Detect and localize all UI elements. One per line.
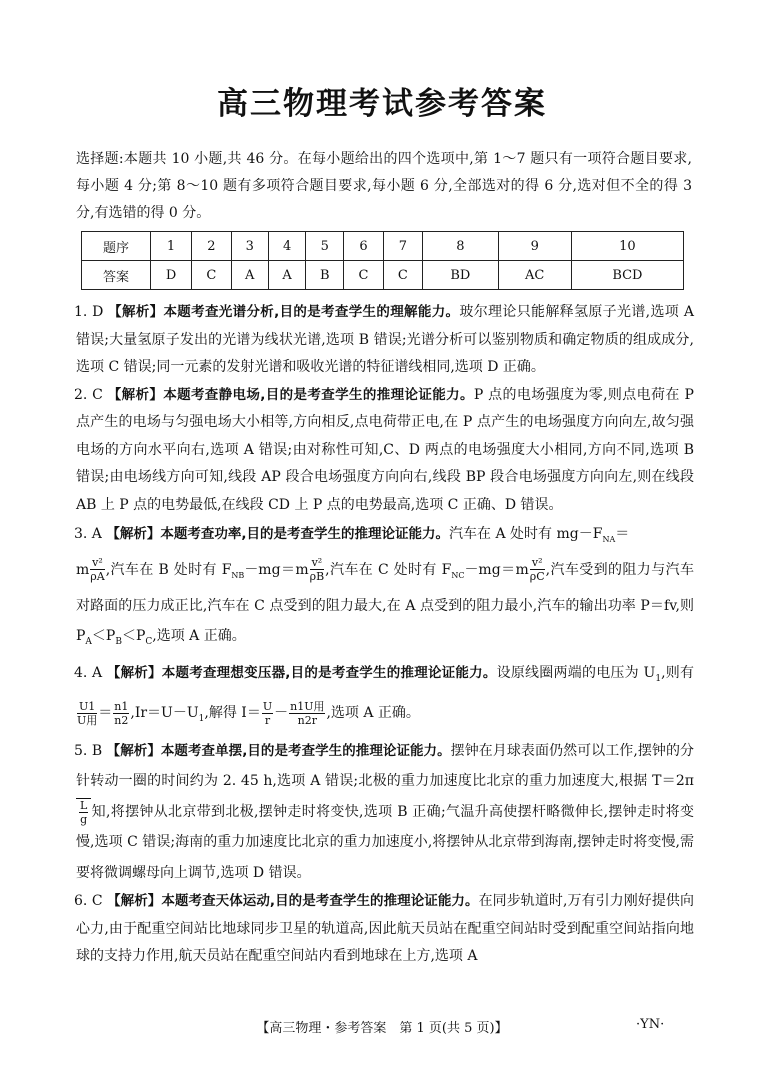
fraction-numerator: v² xyxy=(92,556,103,570)
table-cell: C xyxy=(344,261,383,290)
footer-code: ·YN· xyxy=(636,1017,665,1032)
question-3-explanation xyxy=(76,519,694,656)
fraction xyxy=(289,700,325,727)
square-root xyxy=(76,798,91,826)
fraction-numerator: v² xyxy=(530,556,545,570)
analysis-tag: 【解析】本题考查功率,目的是考查学生的推理论证能力。 xyxy=(106,526,450,542)
fraction xyxy=(90,556,104,583)
fraction-numerator: n1U用 xyxy=(290,699,325,713)
fraction xyxy=(262,700,273,727)
table-cell: 4 xyxy=(268,232,305,261)
question-number: 6. C xyxy=(74,893,103,910)
fraction xyxy=(79,799,88,826)
page-footer: 【高三物理・参考答案 第 1 页(共 5 页)】 xyxy=(256,1021,508,1036)
question-1-explanation xyxy=(76,299,694,382)
explanation-text: ＜P xyxy=(121,627,146,644)
explanation-text: ,则有 xyxy=(661,665,695,682)
table-cell: A xyxy=(231,261,268,290)
subscript: 1 xyxy=(198,713,205,724)
formula-text: m xyxy=(76,561,90,578)
explanation-text: ＝ xyxy=(615,526,630,542)
explanation-text: 在同步轨道时,万有引力刚好提供向心力,由于配重空间站比地球同步卫星的轨道高,因此航天员站在配重空间站时受到配重空间站指向地球的支持力作用,航天员站在配重空间站内看到地球在上方,选项 A xyxy=(76,893,694,965)
question-number: 5. B xyxy=(74,742,103,759)
explanation-text: ,汽车受到的阻力与汽车对路面的压力成正比,汽车在 C 点受到的阻力最大,在 A 点受到的阻力最小,汽车的输出功率 P＝fv,则 P xyxy=(76,561,694,644)
table-row xyxy=(82,232,684,261)
subscript: C xyxy=(145,636,153,647)
question-number: 2. C xyxy=(74,386,103,403)
fraction-denominator: ρB xyxy=(309,570,325,584)
answer-table xyxy=(81,231,684,290)
table-cell: 3 xyxy=(231,232,268,261)
subscript: NA xyxy=(602,534,616,544)
question-number: 3. A xyxy=(74,526,102,542)
table-cell: 7 xyxy=(383,232,422,261)
explanation-text: ,选项 A 正确。 xyxy=(152,627,246,644)
table-cell: C xyxy=(192,261,231,290)
table-cell: A xyxy=(268,261,305,290)
question-4-explanation xyxy=(76,656,694,736)
subscript: NC xyxy=(451,570,465,580)
fraction-numerator: L xyxy=(80,798,88,812)
explanation-text: ,解得 I＝ xyxy=(204,705,261,722)
answer-explanations xyxy=(76,299,694,971)
question-5-explanation xyxy=(76,736,694,889)
table-cell: 10 xyxy=(571,232,683,261)
fraction-denominator: g xyxy=(80,812,88,826)
explanation-text: －mg＝m xyxy=(464,561,529,578)
explanation-text: ＜P xyxy=(91,627,116,644)
explanation-text: 设原线圈两端的电压为 U xyxy=(496,665,656,682)
fraction xyxy=(310,556,325,583)
table-row xyxy=(82,261,684,290)
fraction-denominator: ρA xyxy=(90,570,105,584)
table-cell: B xyxy=(306,261,344,290)
table-cell: AC xyxy=(498,261,571,290)
analysis-tag: 【解析】本题考查天体运动,目的是考查学生的推理论证能力。 xyxy=(107,893,479,910)
instructions-paragraph: 选择题:本题共 10 小题,共 46 分。在每小题给出的四个选项中,第 1～7 题只有一项符合题目要求,每小题 4 分;第 8～10 题有多项符合题目要求,每小题 6 分,全部选对的得 6 分,选对但不全的得 3 分,有选错的得 0 分。 xyxy=(76,151,692,221)
explanation-text: 摆钟在月球表面仍然可以工作,摆钟的分针转动一圈的时间约为 2. 45 h,选项 A 错误;北极的重力加速度比北京的重力加速度大,根据 T＝2π xyxy=(76,742,694,790)
question-number: 4. A xyxy=(74,665,103,682)
explanation-text: ,Ir＝U－U xyxy=(130,705,199,722)
subscript: A xyxy=(85,636,92,647)
question-6-explanation xyxy=(76,888,694,971)
fraction-numerator: n1 xyxy=(114,699,129,713)
table-cell: 2 xyxy=(192,232,231,261)
fraction-denominator: U用 xyxy=(77,713,98,727)
formula-text: － xyxy=(274,705,289,722)
subscript: 1 xyxy=(655,674,662,685)
table-cell: 9 xyxy=(498,232,571,261)
explanation-text: ,选项 A 正确。 xyxy=(326,705,420,722)
analysis-tag: 【解析】本题考查单摆,目的是考查学生的推理论证能力。 xyxy=(106,742,451,759)
explanation-text: －mg＝m xyxy=(244,561,309,578)
table-cell: D xyxy=(151,261,192,290)
table-cell: C xyxy=(383,261,422,290)
table-header-cell: 题序 xyxy=(82,232,151,261)
fraction xyxy=(113,700,129,727)
table-cell: 8 xyxy=(423,232,499,261)
formula-text: ＝ xyxy=(98,705,113,722)
analysis-tag: 【解析】本题考查理想变压器,目的是考查学生的推理论证能力。 xyxy=(106,665,497,682)
analysis-tag: 【解析】本题考查静电场,目的是考查学生的推理论证能力。 xyxy=(107,386,474,403)
table-header-cell: 答案 xyxy=(82,261,151,290)
fraction-numerator: U1 xyxy=(79,699,96,713)
explanation-text: 知,将摆钟从北京带到北极,摆钟走时将变快,选项 B 正确;气温升高使摆杆略微伸长,摆钟走时将变慢,选项 C 错误;海南的重力加速度比北京的重力加速度小,将摆钟从北京带到海南,摆钟走时将变慢,需要将微调螺母向上调节,选项 D 错误。 xyxy=(76,803,694,881)
table-cell: 1 xyxy=(151,232,192,261)
subscript: NB xyxy=(231,570,245,580)
fraction-denominator: n2 xyxy=(114,713,129,727)
table-cell: 6 xyxy=(344,232,383,261)
table-cell: BCD xyxy=(571,261,683,290)
fraction-numerator: v² xyxy=(311,556,323,570)
question-2-explanation xyxy=(76,382,694,520)
page-title: 高三物理考试参考答案 xyxy=(217,86,547,122)
explanation-text: ,汽车在 C 处时有 F xyxy=(325,561,452,578)
fraction-numerator: U xyxy=(262,699,273,713)
explanation-text: ,汽车在 B 处时有 F xyxy=(105,561,232,578)
fraction-denominator: n2r xyxy=(297,713,317,727)
subscript: B xyxy=(115,636,122,647)
fraction xyxy=(530,556,545,583)
table-cell: 5 xyxy=(306,232,344,261)
explanation-text: 汽车在 A 处时有 mg－F xyxy=(449,526,603,542)
analysis-tag: 【解析】本题考查光谱分析,目的是考查学生的理解能力。 xyxy=(108,304,460,320)
explanation-text: P 点的电场强度为零,则点电荷在 P 点产生的电场与匀强电场大小相等,方向相反,点电荷带正电,在 P 点产生的电场强度方向向左,故匀强电场的方向水平向右,选项 A 错误;由对称性可知,C、D 两点的电场强度大小相同,方向不同,选项 B 错误;由电场线方向可知,线段 AP 段合电场强度方向向右,线段 BP 段合电场强度方向向左,则在线段 AB 上 P 点的电势最低,在线段 CD 上 P 点的电势最高,选项 C 正确、D 错误。 xyxy=(76,386,694,513)
fraction-denominator: r xyxy=(264,713,271,727)
explanation-text: 玻尔理论只能解释氢原子光谱,选项 A 错误;大量氢原子发出的光谱为线状光谱,选项 B 错误;光谱分析可以鉴别物质和确定物质的组成成分,选项 C 错误;同一元素的发射光谱和吸收光谱的特征谱线相同,选项 D 正确。 xyxy=(76,304,694,375)
fraction-denominator: ρC xyxy=(529,570,545,584)
table-cell: BD xyxy=(423,261,499,290)
fraction xyxy=(77,700,97,727)
question-number: 1. D xyxy=(74,304,104,320)
